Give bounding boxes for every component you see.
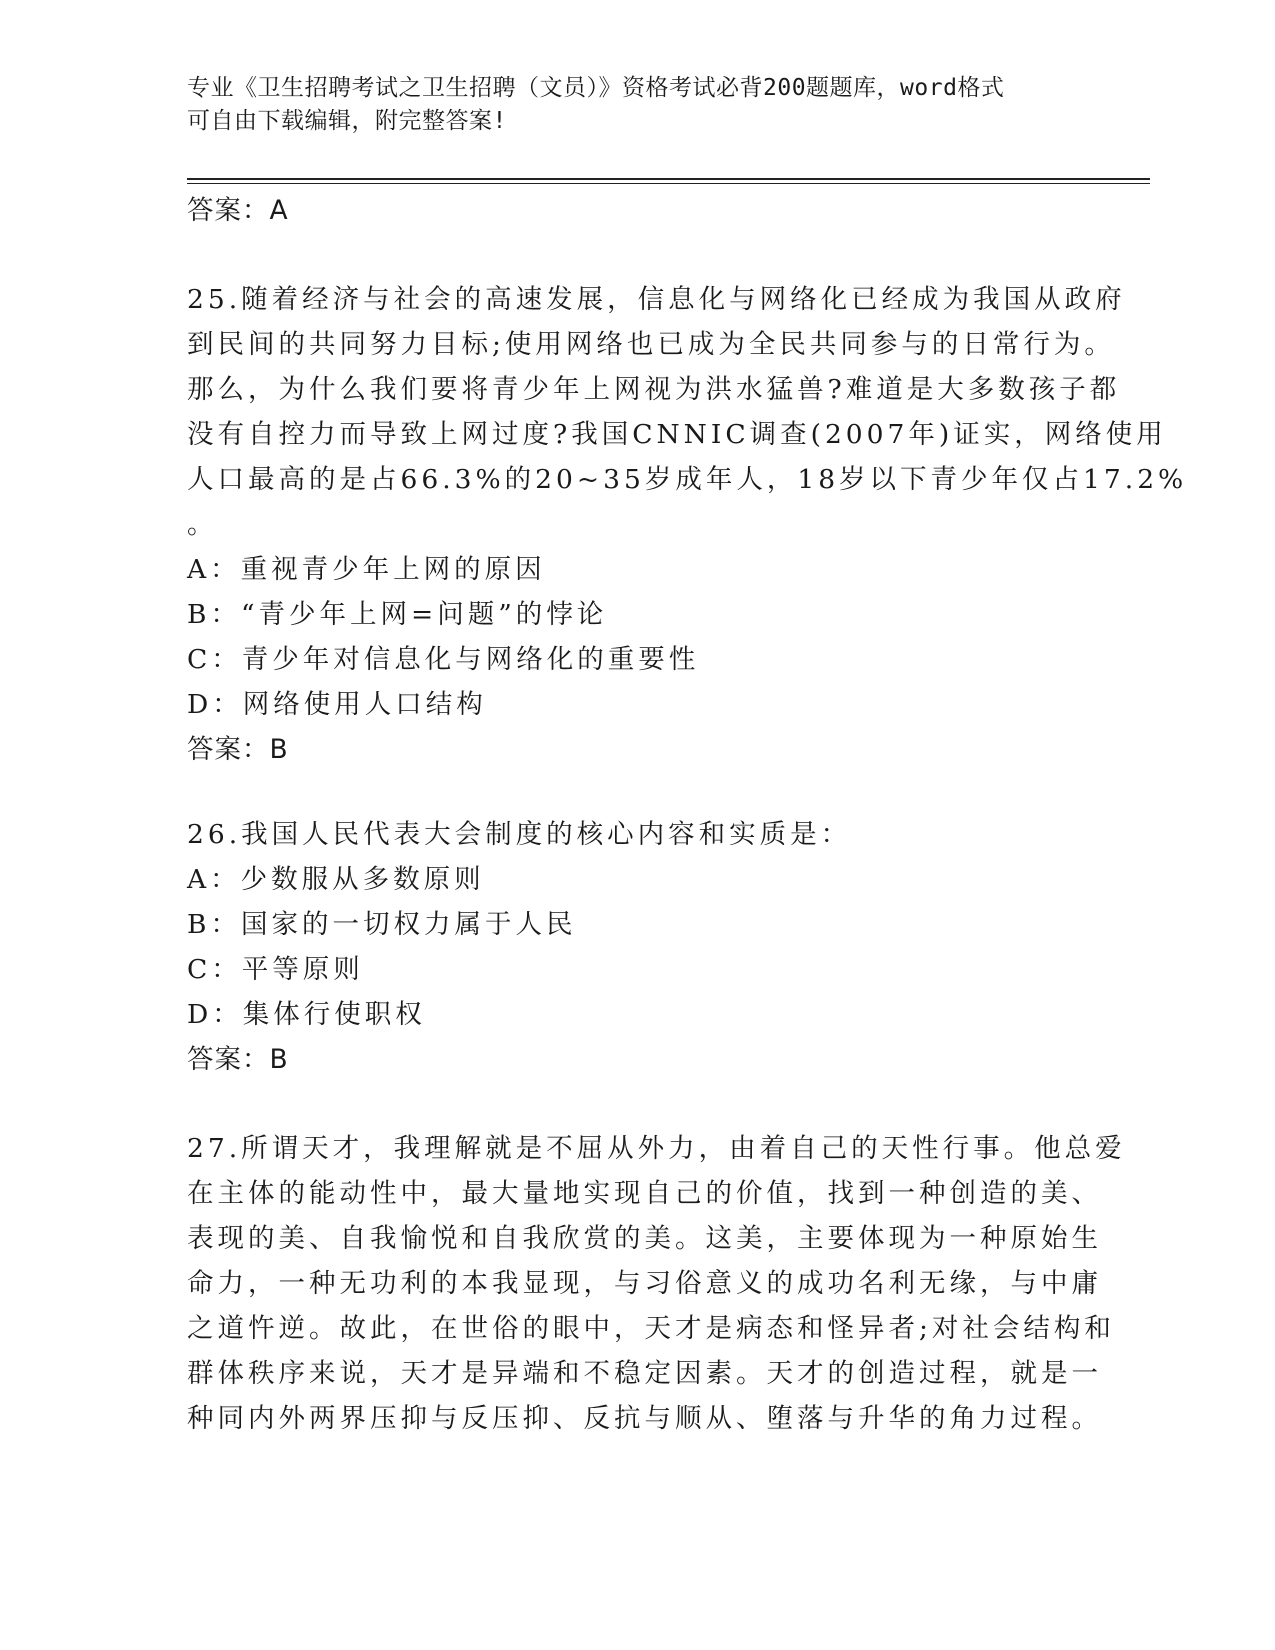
answer-26: 答案：B	[187, 1044, 289, 1075]
option-b: B：国家的一切权力属于人民	[187, 909, 577, 940]
header-rule-thin	[187, 183, 1150, 184]
option-c: C：平等原则	[187, 954, 364, 985]
question-text-line: 那么，为什么我们要将青少年上网视为洪水猛兽?难道是大多数孩子都	[187, 374, 1121, 405]
question-text-line: 人口最高的是占66.3%的20~35岁成年人，18岁以下青少年仅占17.2%	[187, 464, 1188, 495]
question-text-line: 到民间的共同努力目标;使用网络也已成为全民共同参与的日常行为。	[187, 329, 1115, 360]
spacer	[187, 772, 1087, 812]
spacer	[187, 233, 1087, 277]
option-d: D：网络使用人口结构	[187, 689, 487, 720]
question-text-line: 种同内外两界压抑与反压抑、反抗与顺从、堕落与升华的角力过程。	[187, 1403, 1102, 1434]
question-text-line: 25.随着经济与社会的高速发展，信息化与网络化已经成为我国从政府	[187, 284, 1126, 315]
header-rule-thick	[187, 178, 1150, 180]
question-text-line: 26.我国人民代表大会制度的核心内容和实质是：	[187, 819, 852, 850]
spacer	[187, 1082, 1087, 1126]
question-text-line: 27.所谓天才，我理解就是不屈从外力，由着自己的天性行事。他总爱	[187, 1133, 1126, 1164]
answer-25: 答案：B	[187, 734, 289, 765]
header-line-2: 可自由下载编辑，附完整答案!	[187, 108, 507, 134]
option-a: A：少数服从多数原则	[187, 864, 485, 895]
question-text-line: 之道忤逆。故此，在世俗的眼中，天才是病态和怪异者;对社会结构和	[187, 1313, 1115, 1344]
option-a: A：重视青少年上网的原因	[187, 554, 546, 585]
page-content	[187, 188, 1188, 1441]
question-text-line: 在主体的能动性中，最大量地实现自己的价值，找到一种创造的美、	[187, 1178, 1102, 1209]
header-line-1: 专业《卫生招聘考试之卫生招聘（文员）》资格考试必背200题题库，word格式	[187, 75, 1005, 101]
question-27	[187, 1126, 1126, 1441]
question-text-line: 命力，一种无功利的本我显现，与习俗意义的成功名利无缘，与中庸	[187, 1268, 1102, 1299]
page-header	[187, 72, 1087, 138]
question-25	[187, 277, 1188, 772]
question-text-line: 群体秩序来说，天才是异端和不稳定因素。天才的创造过程，就是一	[187, 1358, 1102, 1389]
question-text-line: 没有自控力而导致上网过度?我国CNNIC调查(2007年)证实，网络使用	[187, 419, 1167, 450]
answer-previous: 答案：A	[187, 195, 289, 226]
question-26	[187, 812, 1087, 1082]
question-text-line: 。	[187, 509, 218, 540]
question-text-line: 表现的美、自我愉悦和自我欣赏的美。这美，主要体现为一种原始生	[187, 1223, 1102, 1254]
option-c: C：青少年对信息化与网络化的重要性	[187, 644, 700, 675]
option-d: D：集体行使职权	[187, 999, 426, 1030]
option-b: B：“青少年上网=问题”的悖论	[187, 599, 608, 630]
